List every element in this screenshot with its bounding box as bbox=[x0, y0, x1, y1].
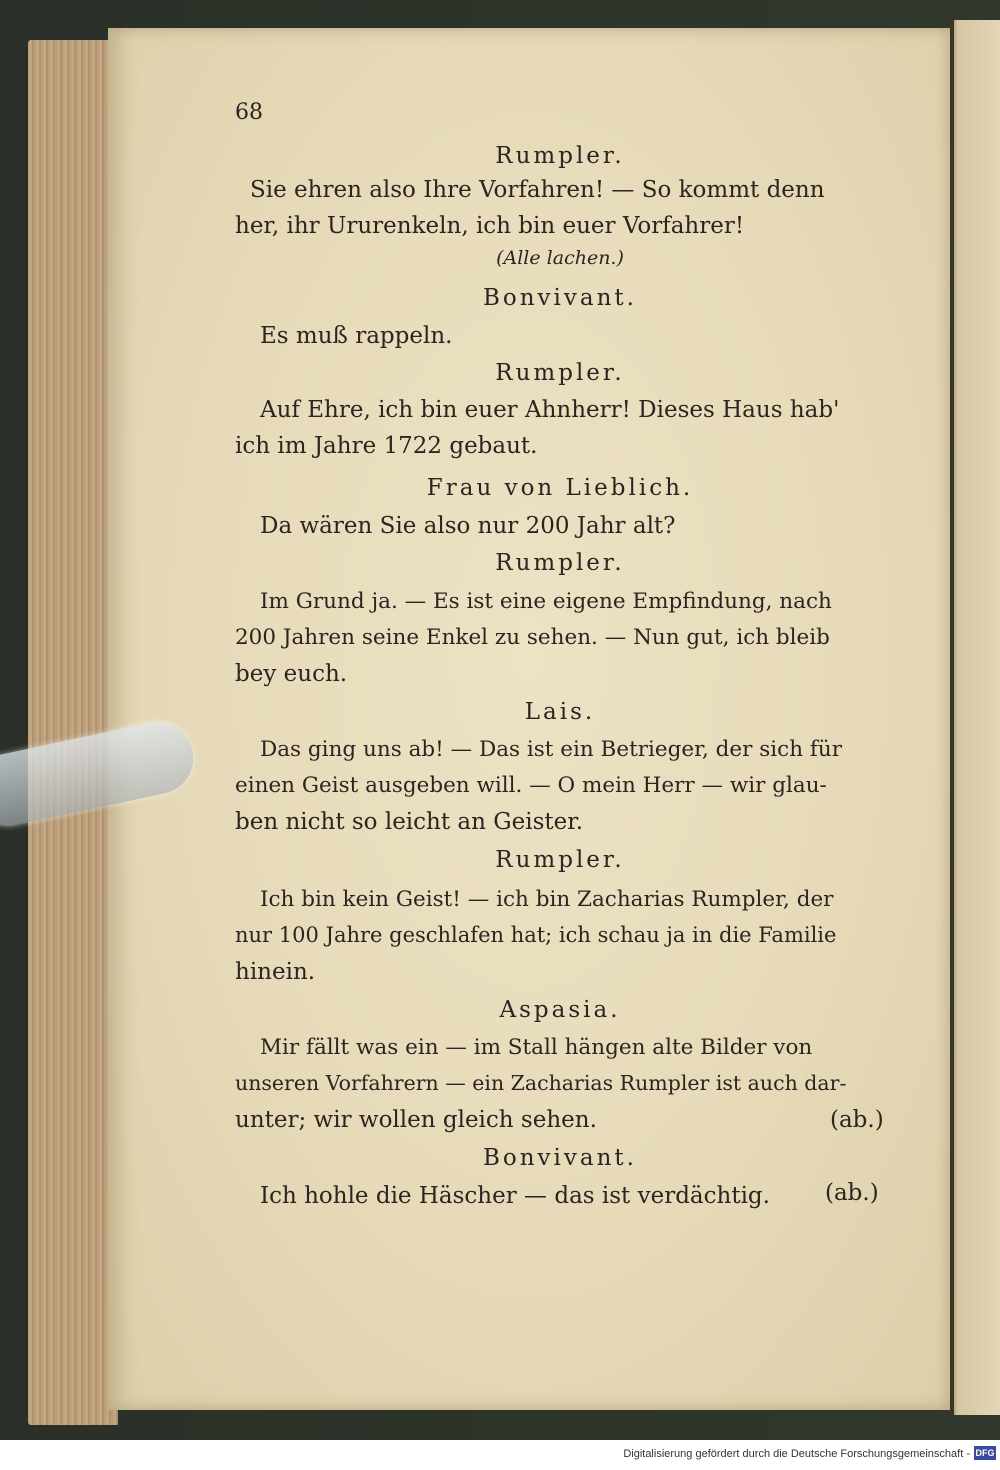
speaker-heading: Rumpler. bbox=[495, 550, 625, 576]
speaker-heading: Frau von Lieblich. bbox=[426, 475, 694, 501]
text-line: Das ging uns ab! — Das ist ein Betrieger, der sich für bbox=[260, 737, 842, 762]
text-line: Ich hohle die Häscher — das ist verdächtig. bbox=[260, 1183, 770, 1209]
speaker-heading: Rumpler. bbox=[495, 143, 625, 169]
text-line: Im Grund ja. — Es ist eine eigene Empfindung, nach bbox=[260, 589, 832, 614]
text-line: hinein. bbox=[235, 959, 316, 985]
text-line: Auf Ehre, ich bin euer Ahnherr! Dieses Haus hab' bbox=[260, 397, 840, 423]
text-line: einen Geist ausgeben will. — O mein Herr — wir glau- bbox=[235, 773, 827, 798]
stage-direction: (ab.) bbox=[830, 1107, 884, 1133]
stage-direction: (Alle lachen.) bbox=[496, 247, 624, 269]
text-line: Da wären Sie also nur 200 Jahr alt? bbox=[260, 513, 676, 539]
speaker-heading: Lais. bbox=[524, 699, 596, 725]
speaker-heading: Bonvivant. bbox=[483, 1145, 637, 1171]
speaker-heading: Rumpler. bbox=[495, 360, 625, 386]
text-line: unter; wir wollen gleich sehen. bbox=[235, 1107, 597, 1133]
text-line: bey euch. bbox=[235, 661, 348, 687]
footer-credit: Digitalisierung gefördert durch die Deutsche Forschungsgemeinschaft - bbox=[623, 1448, 970, 1460]
text-line: 200 Jahren seine Enkel zu sehen. — Nun gut, ich bleib bbox=[235, 625, 830, 650]
next-page-strip bbox=[948, 20, 1000, 1415]
text-line: Mir fällt was ein — im Stall hängen alte Bilder von bbox=[260, 1035, 813, 1060]
text-line: Es muß rappeln. bbox=[260, 323, 453, 349]
speaker-heading: Bonvivant. bbox=[483, 285, 637, 311]
text-line: Ich bin kein Geist! — ich bin Zacharias Rumpler, der bbox=[260, 887, 834, 912]
speaker-heading: Rumpler. bbox=[495, 847, 625, 873]
text-line: Sie ehren also Ihre Vorfahren! — So kommt denn bbox=[250, 177, 825, 203]
dfg-logo: DFG bbox=[975, 1448, 995, 1458]
text-line: unseren Vorfahrern — ein Zacharias Rumpler ist auch dar- bbox=[235, 1071, 847, 1095]
stage-direction: (ab.) bbox=[825, 1180, 879, 1206]
text-line: ich im Jahre 1722 gebaut. bbox=[235, 433, 538, 459]
speaker-heading: Aspasia. bbox=[499, 997, 621, 1023]
footer-bar bbox=[0, 1440, 1000, 1470]
page-number: 68 bbox=[235, 100, 263, 125]
text-line: ben nicht so leicht an Geister. bbox=[235, 809, 584, 835]
text-line: nur 100 Jahre geschlafen hat; ich schau ja in die Familie bbox=[235, 923, 837, 947]
text-line: her, ihr Ururenkeln, ich bin euer Vorfahrer! bbox=[235, 213, 745, 239]
